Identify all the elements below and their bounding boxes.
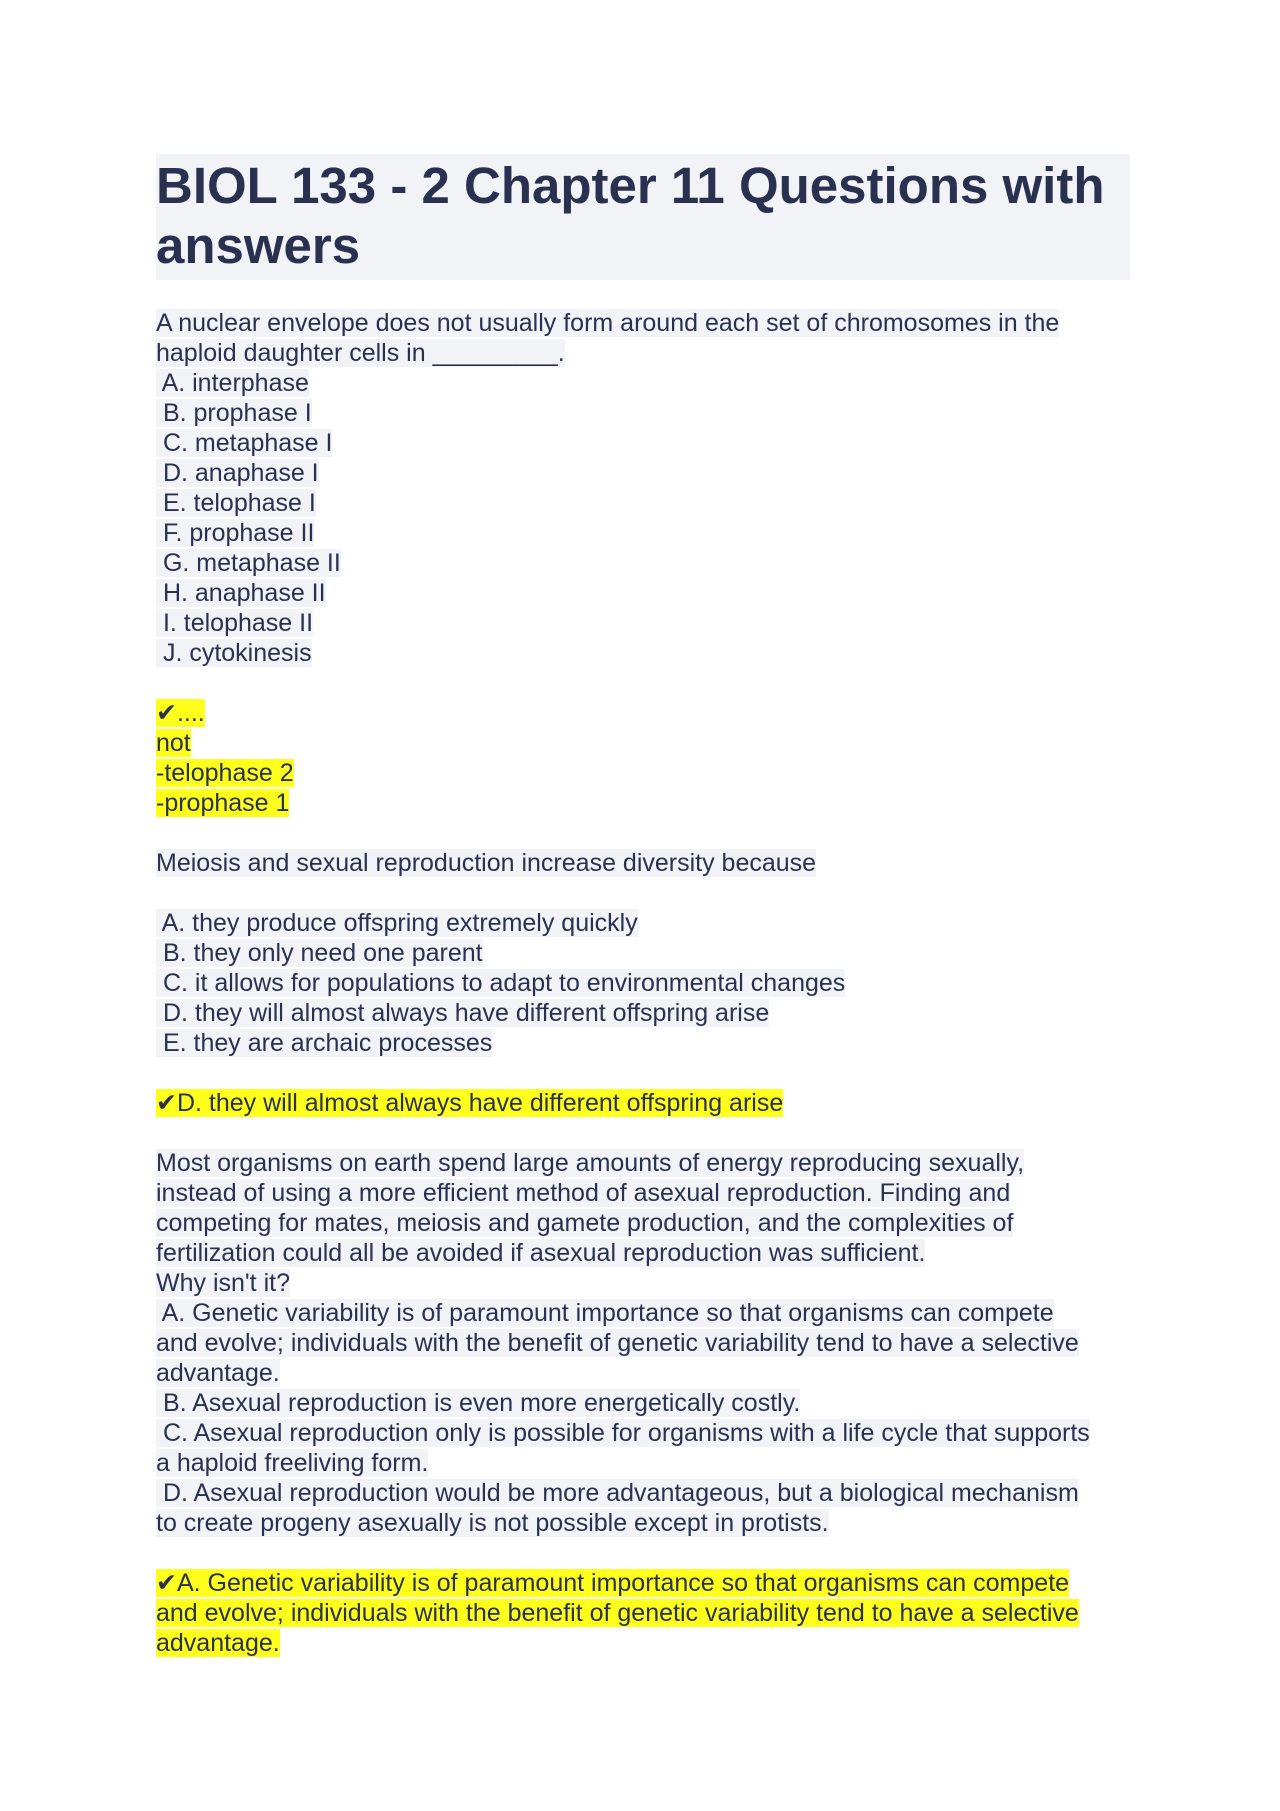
- stem-line: Most organisms on earth spend large amounts of energy reproducing sexually,: [156, 1149, 1025, 1177]
- document-title: BIOL 133 - 2 Chapter 11 Questions with answers: [156, 157, 1105, 274]
- option-item: B. prophase I: [156, 399, 312, 427]
- answer-line: ✔D. they will almost always have different offspring arise: [156, 1089, 784, 1117]
- question-3: [156, 1148, 1130, 1658]
- answer-line: and evolve; individuals with the benefit of genetic variability tend to have a selective: [156, 1599, 1079, 1627]
- question-1: [156, 308, 1130, 818]
- option-item: B. Asexual reproduction is even more energetically costly.: [156, 1389, 801, 1417]
- option-item: B. they only need one parent: [156, 939, 483, 967]
- option-item: A. they produce offspring extremely quickly: [156, 909, 638, 937]
- answer-block: [156, 698, 1130, 818]
- answer-line: not: [156, 729, 191, 757]
- option-item: A. interphase: [156, 369, 309, 397]
- question-stem: [156, 848, 1130, 878]
- option-item: F. prophase II: [156, 519, 315, 547]
- option-item: I. telophase II: [156, 609, 314, 637]
- question-stem: [156, 308, 1130, 368]
- option-list: [156, 368, 1130, 668]
- title-block: [156, 154, 1130, 280]
- answer-block: [156, 1088, 1130, 1118]
- question-2: [156, 848, 1130, 1118]
- answer-line: ✔....: [156, 699, 205, 727]
- answer-line: advantage.: [156, 1629, 280, 1657]
- stem-line: competing for mates, meiosis and gamete production, and the complexities of: [156, 1209, 1014, 1237]
- stem-line: A nuclear envelope does not usually form around each set of chromosomes in the: [156, 309, 1060, 337]
- option-item: advantage.: [156, 1359, 280, 1387]
- option-item: G. metaphase II: [156, 549, 341, 577]
- option-list: [156, 1298, 1130, 1538]
- option-item: E. telophase I: [156, 489, 316, 517]
- answer-line: -prophase 1: [156, 789, 290, 817]
- answer-block: [156, 1568, 1130, 1658]
- option-item: a haploid freeliving form.: [156, 1449, 429, 1477]
- answer-line: ✔A. Genetic variability is of paramount importance so that organisms can compete: [156, 1569, 1070, 1597]
- stem-line: Why isn't it?: [156, 1269, 290, 1297]
- stem-line: fertilization could all be avoided if asexual reproduction was sufficient.: [156, 1239, 926, 1267]
- answer-line: -telophase 2: [156, 759, 294, 787]
- question-stem: [156, 1148, 1130, 1298]
- option-item: H. anaphase II: [156, 579, 326, 607]
- document-page: [156, 154, 1130, 1658]
- stem-line: instead of using a more efficient method of asexual reproduction. Finding and: [156, 1179, 1011, 1207]
- option-item: D. Asexual reproduction would be more advantageous, but a biological mechanism: [156, 1479, 1079, 1507]
- stem-line: Meiosis and sexual reproduction increase diversity because: [156, 849, 817, 877]
- option-item: C. Asexual reproduction only is possible for organisms with a life cycle that supports: [156, 1419, 1090, 1447]
- option-item: C. it allows for populations to adapt to environmental changes: [156, 969, 846, 997]
- option-item: D. they will almost always have different offspring arise: [156, 999, 770, 1027]
- option-item: to create progeny asexually is not possible except in protists.: [156, 1509, 829, 1537]
- option-item: A. Genetic variability is of paramount importance so that organisms can compete: [156, 1299, 1054, 1327]
- option-list: [156, 908, 1130, 1058]
- option-item: J. cytokinesis: [156, 639, 312, 667]
- option-item: D. anaphase I: [156, 459, 319, 487]
- option-item: E. they are archaic processes: [156, 1029, 493, 1057]
- option-item: C. metaphase I: [156, 429, 333, 457]
- option-item: and evolve; individuals with the benefit of genetic variability tend to have a selective: [156, 1329, 1079, 1357]
- stem-line: haploid daughter cells in _________.: [156, 339, 565, 367]
